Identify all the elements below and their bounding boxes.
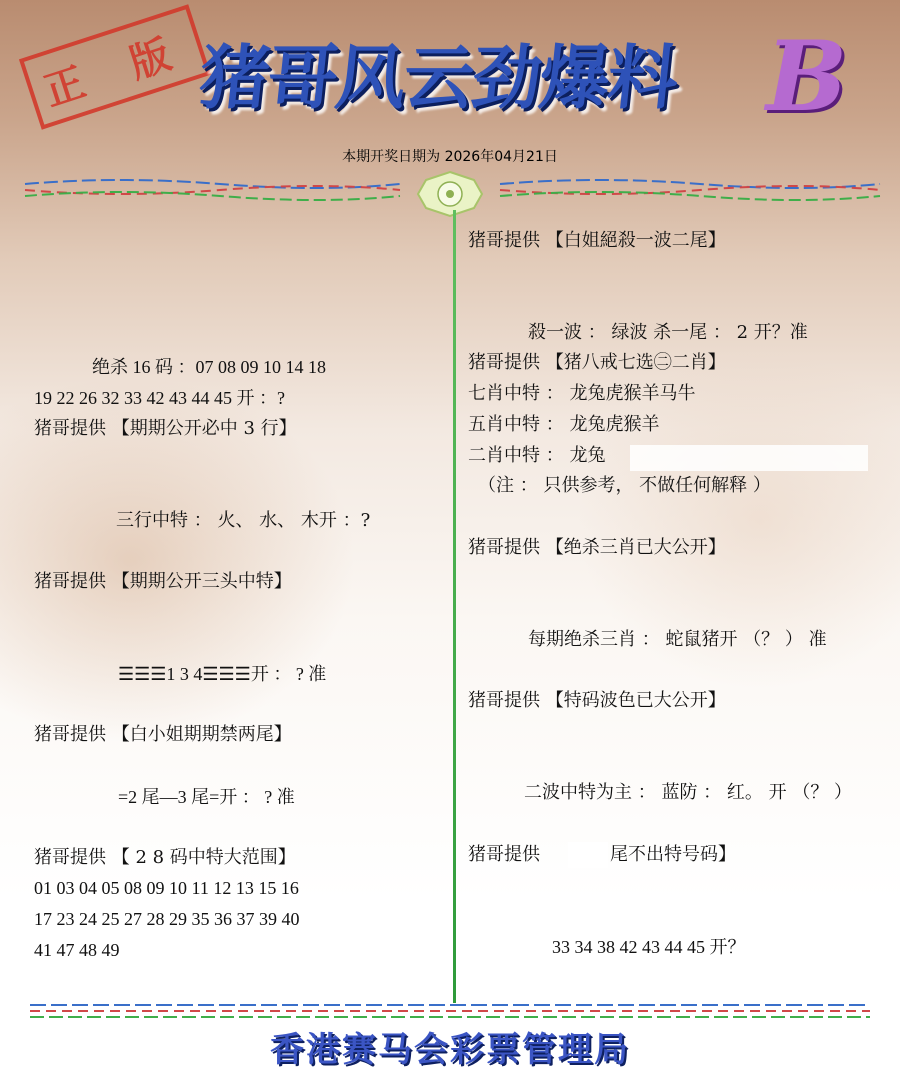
seven-zodiac-result: 七肖中特 ： 龙兔虎猴羊马牛	[468, 383, 696, 404]
section-heading-3-rows: 猪哥提供 【期期公开必中 3 行】	[34, 418, 297, 439]
five-zodiac-result: 五肖中特 ： 龙兔虎猴羊	[468, 414, 660, 435]
section-heading-wave-color: 猪哥提供 【特码波色已大公开】	[468, 690, 726, 711]
two-zodiac-result: 二肖中特 ： 龙兔	[468, 445, 606, 466]
section-heading-28-codes: 猪哥提供 【 2 8 码中特大范围】	[34, 847, 296, 868]
section-heading-tail-partial: 尾不出特号码】	[610, 844, 736, 865]
three-heads-result: ☰☰☰1 3 4☰☰☰开 ： ? 准	[118, 664, 327, 684]
disclaimer-note: （注 ： 只供参考， 不做任何解释 ）	[478, 475, 771, 496]
section-heading-seven-zodiac: 猪哥提供 【猪八戒七选㊁二肖】	[468, 352, 726, 373]
column-divider	[453, 210, 456, 1003]
section-heading-tail: 猪哥提供	[468, 844, 540, 865]
codes-row-2: 17 23 24 25 27 28 29 35 36 37 39 40	[34, 909, 300, 929]
codes-row-1: 01 03 04 05 08 09 10 11 12 13 15 16	[34, 878, 299, 898]
section-heading-kill-zodiac: 猪哥提供 【绝杀三肖已大公开】	[468, 537, 726, 558]
section-heading-one-wave: 猪哥提供 【白姐絕殺一波二尾】	[468, 230, 726, 251]
page-title: 猪哥风云劲爆料	[195, 37, 681, 119]
edition-badge: B	[766, 20, 848, 133]
tail-numbers-result: 33 34 38 42 43 44 45 开？	[552, 937, 746, 957]
draw-date: 本期开奖日期为 2026年04月21日	[342, 149, 558, 165]
three-rows-result: 三行中特 ： 火、 水、 木开 ：?	[116, 510, 371, 531]
codes-row-3: 41 47 48 49	[34, 940, 120, 960]
kill-16-numbers-cont: 19 22 26 32 33 42 43 44 45 开 ：?	[34, 388, 285, 408]
footer-divider	[0, 995, 900, 1025]
redaction-patch	[568, 842, 608, 868]
wave-color-result: 二波中特为主 ： 蓝防 ： 红。 开 （？ ）	[524, 782, 853, 803]
one-wave-result: 殺一波 ： 绿波 杀一尾 ： 2 开？准	[528, 322, 808, 343]
emblem-icon	[418, 172, 482, 216]
section-heading-two-tails: 猪哥提供 【白小姐期期禁两尾】	[34, 724, 292, 745]
two-tails-result: =2 尾—3 尾=开 ： ? 准	[118, 787, 295, 807]
redaction-patch	[630, 445, 868, 471]
ornament-divider	[0, 162, 900, 222]
stamp-text: 正 版	[38, 25, 194, 116]
footer-organization: 香港赛马会彩票管理局	[270, 1030, 630, 1070]
kill-zodiac-result: 每期绝杀三肖 ： 蛇鼠猪开 （？ ） 准	[528, 629, 827, 650]
kill-16-numbers: 绝杀 16 码 ：07 08 09 10 14 18	[92, 357, 326, 377]
section-heading-three-heads: 猪哥提供 【期期公开三头中特】	[34, 571, 292, 592]
authentic-stamp	[19, 4, 211, 129]
